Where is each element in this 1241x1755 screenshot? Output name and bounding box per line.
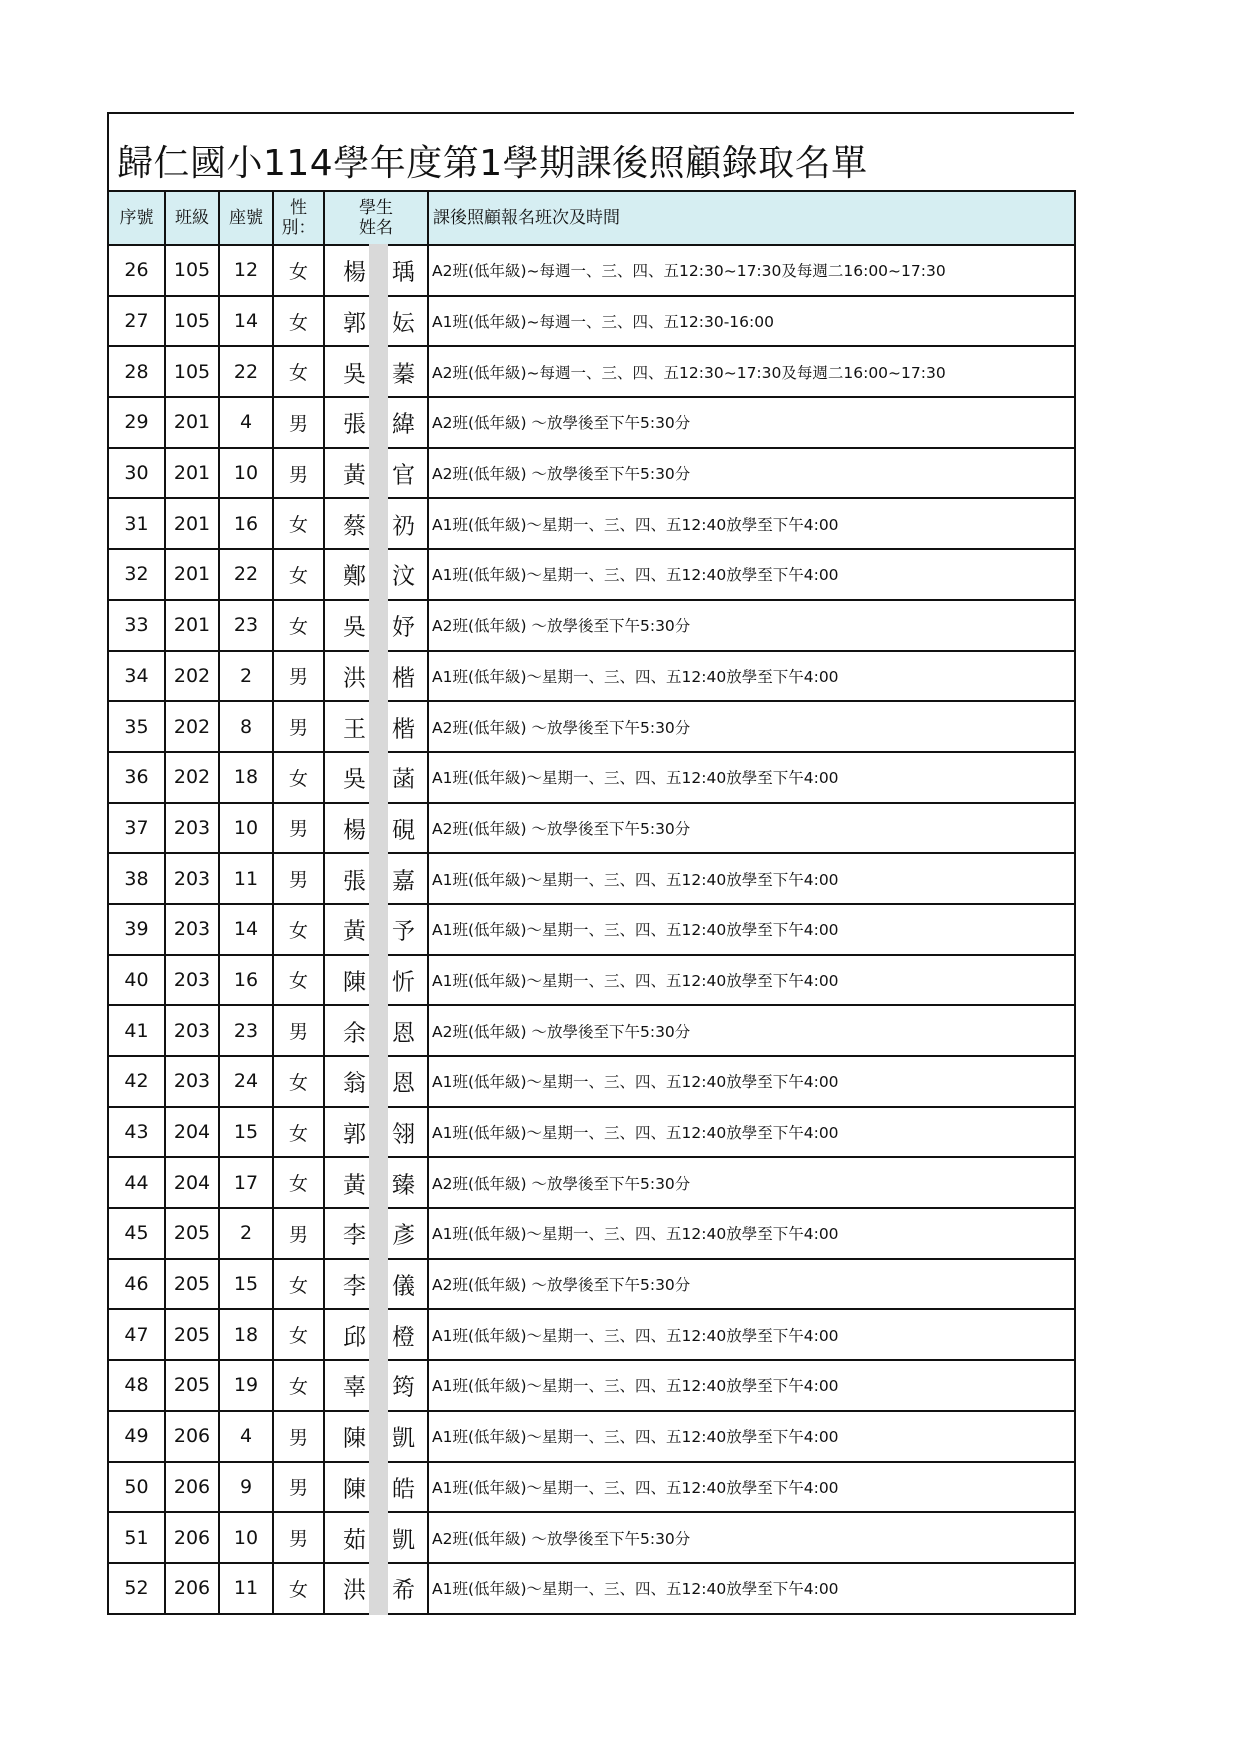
course-cell: A1班(低年級)～星期一、三、四、五12:40放學至下午4:00: [428, 853, 1075, 904]
gender-cell: 男: [273, 1462, 324, 1513]
student-given-name: 礽: [392, 513, 415, 540]
student-name-cell: [324, 1157, 428, 1208]
gender-cell: 男: [273, 853, 324, 904]
student-surname: 黃: [343, 1172, 366, 1199]
gender-cell: 男: [273, 397, 324, 448]
gender-cell: 男: [273, 1512, 324, 1563]
student-given-name: 楷: [392, 716, 415, 743]
class-cell: 205: [165, 1259, 219, 1310]
seat-cell: 10: [219, 448, 273, 499]
class-cell: 201: [165, 498, 219, 549]
student-given-name: 橙: [392, 1324, 415, 1351]
seat-cell: 4: [219, 397, 273, 448]
student-given-name: 恩: [392, 1020, 415, 1047]
course-cell: A1班(低年級)～星期一、三、四、五12:40放學至下午4:00: [428, 1107, 1075, 1158]
gender-cell: 女: [273, 549, 324, 600]
seq-cell: 46: [108, 1259, 165, 1310]
student-surname: 吳: [343, 614, 366, 641]
student-name-cell: [324, 1259, 428, 1310]
seq-cell: 45: [108, 1208, 165, 1259]
course-cell: A1班(低年級)～星期一、三、四、五12:40放學至下午4:00: [428, 1462, 1075, 1513]
student-name-cell: [324, 549, 428, 600]
class-cell: 202: [165, 752, 219, 803]
course-cell: A1班(低年級)～星期一、三、四、五12:40放學至下午4:00: [428, 752, 1075, 803]
table-row: [108, 853, 1075, 904]
class-cell: 206: [165, 1563, 219, 1614]
class-cell: 204: [165, 1157, 219, 1208]
table-row: [108, 752, 1075, 803]
seq-cell: 30: [108, 448, 165, 499]
privacy-mask: [369, 1359, 388, 1412]
seat-cell: 23: [219, 600, 273, 651]
course-cell: A1班(低年級)～星期一、三、四、五12:40放學至下午4:00: [428, 1208, 1075, 1259]
course-cell: A2班(低年級)~每週一、三、四、五12:30~17:30及每週二16:00~17:30: [428, 346, 1075, 397]
privacy-mask: [369, 548, 388, 601]
student-surname: 張: [343, 868, 366, 895]
student-surname: 茹: [343, 1527, 366, 1554]
privacy-mask: [369, 954, 388, 1007]
seq-cell: 44: [108, 1157, 165, 1208]
privacy-mask: [369, 650, 388, 703]
course-cell: A1班(低年級)～星期一、三、四、五12:40放學至下午4:00: [428, 1309, 1075, 1360]
table-row: [108, 1411, 1075, 1462]
student-surname: 陳: [343, 1476, 366, 1503]
student-surname: 洪: [343, 1577, 366, 1604]
privacy-mask: [369, 396, 388, 449]
course-cell: A1班(低年級)~每週一、三、四、五12:30-16:00: [428, 296, 1075, 347]
header-seat: 座號: [219, 191, 273, 245]
seq-cell: 31: [108, 498, 165, 549]
gender-cell: 女: [273, 904, 324, 955]
course-cell: A2班(低年級) ～放學後至下午5:30分: [428, 1512, 1075, 1563]
seat-cell: 8: [219, 701, 273, 752]
student-given-name: 凱: [392, 1425, 415, 1452]
course-cell: A1班(低年級)～星期一、三、四、五12:40放學至下午4:00: [428, 1360, 1075, 1411]
class-cell: 206: [165, 1411, 219, 1462]
header-course: 課後照顧報名班次及時間: [428, 191, 1075, 245]
privacy-mask: [369, 1156, 388, 1209]
table-row: [108, 346, 1075, 397]
student-given-name: 官: [392, 462, 415, 489]
student-name-cell: [324, 498, 428, 549]
seat-cell: 24: [219, 1056, 273, 1107]
student-surname: 洪: [343, 665, 366, 692]
table-row: [108, 904, 1075, 955]
student-surname: 鄭: [343, 563, 366, 590]
student-name-cell: [324, 1309, 428, 1360]
privacy-mask: [369, 1106, 388, 1159]
class-cell: 203: [165, 955, 219, 1006]
seat-cell: 9: [219, 1462, 273, 1513]
header-class: 班級: [165, 191, 219, 245]
gender-cell: 女: [273, 1563, 324, 1614]
student-surname: 楊: [343, 817, 366, 844]
student-name-cell: [324, 1462, 428, 1513]
student-surname: 楊: [343, 259, 366, 286]
class-cell: 201: [165, 600, 219, 651]
gender-cell: 女: [273, 296, 324, 347]
course-cell: A1班(低年級)～星期一、三、四、五12:40放學至下午4:00: [428, 904, 1075, 955]
privacy-mask: [369, 1562, 388, 1615]
student-surname: 邱: [343, 1324, 366, 1351]
privacy-mask: [369, 244, 388, 297]
student-given-name: 硯: [392, 817, 415, 844]
seat-cell: 11: [219, 853, 273, 904]
class-cell: 105: [165, 346, 219, 397]
student-given-name: 汶: [392, 563, 415, 590]
student-given-name: 翎: [392, 1121, 415, 1148]
student-given-name: 妤: [392, 614, 415, 641]
seat-cell: 14: [219, 904, 273, 955]
student-given-name: 皓: [392, 1476, 415, 1503]
seat-cell: 23: [219, 1005, 273, 1056]
seq-cell: 48: [108, 1360, 165, 1411]
header-student-name: 學生 姓名: [324, 191, 428, 245]
privacy-mask: [369, 1461, 388, 1514]
seat-cell: 2: [219, 651, 273, 702]
student-surname: 黃: [343, 462, 366, 489]
table-row: [108, 1563, 1075, 1614]
gender-cell: 女: [273, 1259, 324, 1310]
gender-cell: 男: [273, 1005, 324, 1056]
table-row: [108, 701, 1075, 752]
student-surname: 陳: [343, 969, 366, 996]
seq-cell: 37: [108, 803, 165, 854]
seat-cell: 16: [219, 498, 273, 549]
gender-cell: 女: [273, 498, 324, 549]
seq-cell: 32: [108, 549, 165, 600]
student-given-name: 妘: [392, 310, 415, 337]
seq-cell: 35: [108, 701, 165, 752]
student-surname: 張: [343, 411, 366, 438]
student-name-cell: [324, 853, 428, 904]
table-row: [108, 1107, 1075, 1158]
class-cell: 105: [165, 296, 219, 347]
gender-cell: 男: [273, 701, 324, 752]
student-given-name: 菡: [392, 766, 415, 793]
gender-cell: 男: [273, 448, 324, 499]
enrollment-sheet: [107, 112, 1074, 1615]
student-name-cell: [324, 701, 428, 752]
student-name-cell: [324, 955, 428, 1006]
table-row: [108, 1005, 1075, 1056]
course-cell: A2班(低年級) ～放學後至下午5:30分: [428, 1259, 1075, 1310]
student-name-cell: [324, 245, 428, 296]
gender-cell: 女: [273, 600, 324, 651]
privacy-mask: [369, 751, 388, 804]
class-cell: 203: [165, 803, 219, 854]
table-row: [108, 1360, 1075, 1411]
seat-cell: 15: [219, 1259, 273, 1310]
table-row: [108, 498, 1075, 549]
seq-cell: 26: [108, 245, 165, 296]
seq-cell: 50: [108, 1462, 165, 1513]
table-row: [108, 1056, 1075, 1107]
student-given-name: 楷: [392, 665, 415, 692]
class-cell: 201: [165, 448, 219, 499]
class-cell: 206: [165, 1512, 219, 1563]
class-cell: 205: [165, 1208, 219, 1259]
table-row: [108, 1309, 1075, 1360]
seat-cell: 15: [219, 1107, 273, 1158]
student-given-name: 彥: [392, 1222, 415, 1249]
gender-cell: 男: [273, 651, 324, 702]
header-gender: 性 別：: [273, 191, 324, 245]
gender-cell: 女: [273, 1360, 324, 1411]
student-name-cell: [324, 1056, 428, 1107]
student-given-name: 恩: [392, 1070, 415, 1097]
table-row: [108, 1259, 1075, 1310]
course-cell: A1班(低年級)～星期一、三、四、五12:40放學至下午4:00: [428, 1563, 1075, 1614]
gender-cell: 女: [273, 346, 324, 397]
seat-cell: 16: [219, 955, 273, 1006]
student-name-cell: [324, 1512, 428, 1563]
student-name-cell: [324, 296, 428, 347]
student-name-cell: [324, 803, 428, 854]
seat-cell: 18: [219, 752, 273, 803]
student-name-cell: [324, 600, 428, 651]
student-surname: 陳: [343, 1425, 366, 1452]
course-cell: A2班(低年級) ～放學後至下午5:30分: [428, 701, 1075, 752]
student-surname: 翁: [343, 1070, 366, 1097]
seq-cell: 28: [108, 346, 165, 397]
privacy-mask: [369, 1004, 388, 1057]
privacy-mask: [369, 345, 388, 398]
student-given-name: 予: [392, 918, 415, 945]
seq-cell: 51: [108, 1512, 165, 1563]
student-name-cell: [324, 1563, 428, 1614]
table-row: [108, 1157, 1075, 1208]
seat-cell: 12: [219, 245, 273, 296]
class-cell: 201: [165, 549, 219, 600]
table-body: [108, 245, 1075, 1614]
seat-cell: 2: [219, 1208, 273, 1259]
student-name-cell: [324, 397, 428, 448]
table-row: [108, 803, 1075, 854]
class-cell: 205: [165, 1360, 219, 1411]
seat-cell: 22: [219, 549, 273, 600]
seq-cell: 47: [108, 1309, 165, 1360]
student-surname: 辜: [343, 1374, 366, 1401]
seq-cell: 41: [108, 1005, 165, 1056]
seq-cell: 49: [108, 1411, 165, 1462]
class-cell: 203: [165, 1056, 219, 1107]
seat-cell: 19: [219, 1360, 273, 1411]
student-surname: 吳: [343, 766, 366, 793]
class-cell: 202: [165, 651, 219, 702]
course-cell: A2班(低年級) ～放學後至下午5:30分: [428, 1157, 1075, 1208]
gender-cell: 男: [273, 1411, 324, 1462]
student-surname: 蔡: [343, 513, 366, 540]
class-cell: 205: [165, 1309, 219, 1360]
gender-cell: 男: [273, 1208, 324, 1259]
student-surname: 李: [343, 1273, 366, 1300]
header-row: [108, 191, 1075, 245]
class-cell: 204: [165, 1107, 219, 1158]
student-name-cell: [324, 1411, 428, 1462]
student-given-name: 儀: [392, 1273, 415, 1300]
table-row: [108, 1512, 1075, 1563]
table-row: [108, 549, 1075, 600]
table-row: [108, 955, 1075, 1006]
table-row: [108, 296, 1075, 347]
student-given-name: 臻: [392, 1172, 415, 1199]
seat-cell: 4: [219, 1411, 273, 1462]
class-cell: 203: [165, 1005, 219, 1056]
privacy-mask: [369, 1410, 388, 1463]
table-row: [108, 651, 1075, 702]
seat-cell: 18: [219, 1309, 273, 1360]
student-given-name: 嘉: [392, 868, 415, 895]
seq-cell: 36: [108, 752, 165, 803]
table-row: [108, 1462, 1075, 1513]
gender-cell: 女: [273, 245, 324, 296]
seq-cell: 52: [108, 1563, 165, 1614]
seq-cell: 27: [108, 296, 165, 347]
seq-cell: 38: [108, 853, 165, 904]
class-cell: 201: [165, 397, 219, 448]
student-name-cell: [324, 448, 428, 499]
privacy-mask: [369, 802, 388, 855]
privacy-mask: [369, 497, 388, 550]
student-given-name: 緯: [392, 411, 415, 438]
class-cell: 202: [165, 701, 219, 752]
privacy-mask: [369, 599, 388, 652]
privacy-mask: [369, 1207, 388, 1260]
table-row: [108, 245, 1075, 296]
gender-cell: 女: [273, 752, 324, 803]
seq-cell: 40: [108, 955, 165, 1006]
student-given-name: 忻: [392, 969, 415, 996]
table-row: [108, 600, 1075, 651]
seat-cell: 14: [219, 296, 273, 347]
student-given-name: 蓁: [392, 361, 415, 388]
gender-cell: 女: [273, 1157, 324, 1208]
student-name-cell: [324, 1005, 428, 1056]
course-cell: A2班(低年級) ～放學後至下午5:30分: [428, 803, 1075, 854]
student-name-cell: [324, 1107, 428, 1158]
class-cell: 203: [165, 904, 219, 955]
seat-cell: 17: [219, 1157, 273, 1208]
table-row: [108, 397, 1075, 448]
seat-cell: 10: [219, 1512, 273, 1563]
gender-cell: 男: [273, 803, 324, 854]
student-surname: 王: [343, 716, 366, 743]
course-cell: A1班(低年級)～星期一、三、四、五12:40放學至下午4:00: [428, 1411, 1075, 1462]
student-surname: 郭: [343, 310, 366, 337]
student-surname: 黃: [343, 918, 366, 945]
privacy-mask: [369, 852, 388, 905]
student-given-name: 瑀: [392, 259, 415, 286]
course-cell: A2班(低年級)~每週一、三、四、五12:30~17:30及每週二16:00~17:30: [428, 245, 1075, 296]
gender-cell: 女: [273, 1309, 324, 1360]
course-cell: A1班(低年級)～星期一、三、四、五12:40放學至下午4:00: [428, 498, 1075, 549]
student-surname: 吳: [343, 361, 366, 388]
gender-cell: 女: [273, 955, 324, 1006]
course-cell: A2班(低年級) ～放學後至下午5:30分: [428, 448, 1075, 499]
student-given-name: 凱: [392, 1527, 415, 1554]
course-cell: A2班(低年級) ～放學後至下午5:30分: [428, 1005, 1075, 1056]
course-cell: A2班(低年級) ～放學後至下午5:30分: [428, 600, 1075, 651]
seat-cell: 10: [219, 803, 273, 854]
course-cell: A1班(低年級)～星期一、三、四、五12:40放學至下午4:00: [428, 549, 1075, 600]
student-surname: 李: [343, 1222, 366, 1249]
privacy-mask: [369, 700, 388, 753]
seq-cell: 43: [108, 1107, 165, 1158]
privacy-mask: [369, 1511, 388, 1564]
page-title: 歸仁國小114學年度第1學期課後照顧錄取名單: [117, 143, 868, 184]
student-name-cell: [324, 651, 428, 702]
gender-cell: 女: [273, 1056, 324, 1107]
seat-cell: 22: [219, 346, 273, 397]
privacy-mask: [369, 1308, 388, 1361]
privacy-mask: [369, 447, 388, 500]
privacy-mask: [369, 1055, 388, 1108]
enrollment-table: [107, 190, 1076, 1615]
student-name-cell: [324, 1208, 428, 1259]
privacy-mask: [369, 903, 388, 956]
student-given-name: 希: [392, 1577, 415, 1604]
class-cell: 206: [165, 1462, 219, 1513]
privacy-mask: [369, 1258, 388, 1311]
seq-cell: 34: [108, 651, 165, 702]
privacy-mask: [369, 295, 388, 348]
seq-cell: 33: [108, 600, 165, 651]
course-cell: A1班(低年級)～星期一、三、四、五12:40放學至下午4:00: [428, 651, 1075, 702]
course-cell: A1班(低年級)～星期一、三、四、五12:40放學至下午4:00: [428, 1056, 1075, 1107]
student-surname: 郭: [343, 1121, 366, 1148]
student-name-cell: [324, 904, 428, 955]
student-name-cell: [324, 752, 428, 803]
seq-cell: 39: [108, 904, 165, 955]
student-given-name: 筠: [392, 1374, 415, 1401]
student-name-cell: [324, 1360, 428, 1411]
gender-cell: 女: [273, 1107, 324, 1158]
seq-cell: 42: [108, 1056, 165, 1107]
seat-cell: 11: [219, 1563, 273, 1614]
table-row: [108, 1208, 1075, 1259]
student-surname: 余: [343, 1020, 366, 1047]
seq-cell: 29: [108, 397, 165, 448]
header-seq: 序號: [108, 191, 165, 245]
course-cell: A2班(低年級) ～放學後至下午5:30分: [428, 397, 1075, 448]
table-row: [108, 448, 1075, 499]
class-cell: 105: [165, 245, 219, 296]
title-row: [107, 112, 1074, 190]
student-name-cell: [324, 346, 428, 397]
course-cell: A1班(低年級)～星期一、三、四、五12:40放學至下午4:00: [428, 955, 1075, 1006]
class-cell: 203: [165, 853, 219, 904]
